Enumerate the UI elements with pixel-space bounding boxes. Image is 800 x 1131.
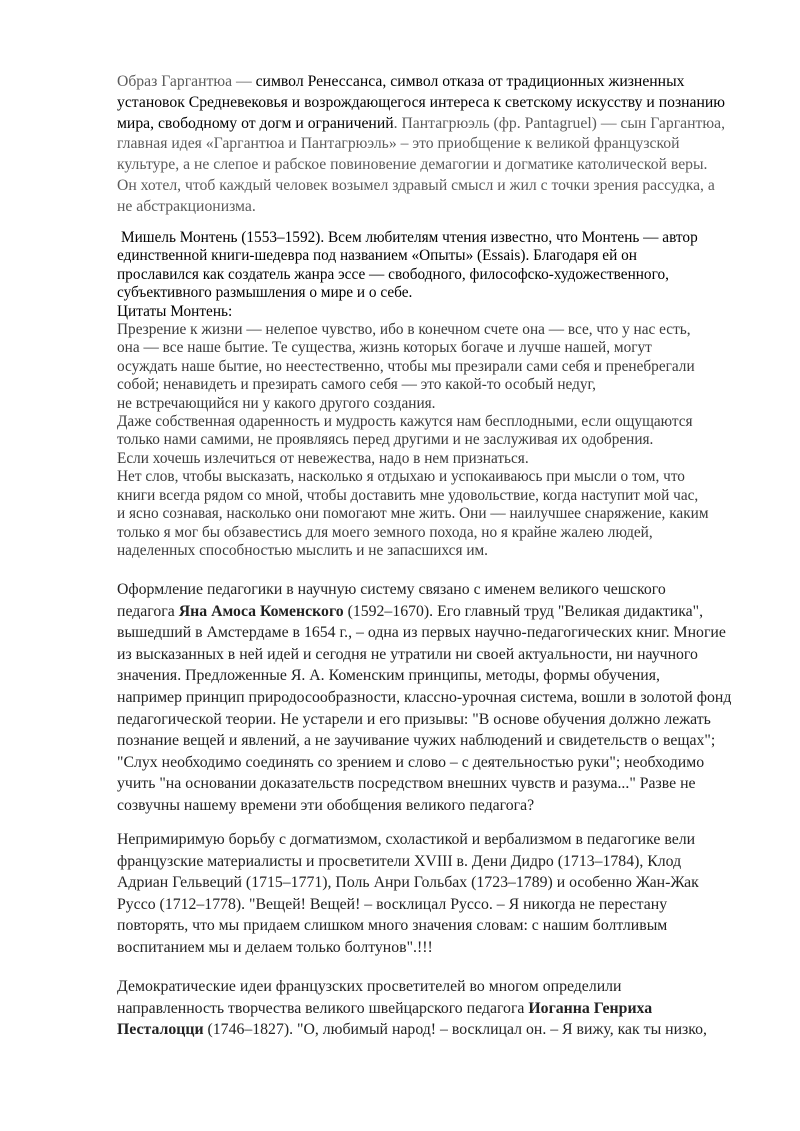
text-line: Адриан Гельвеций (1715–1771), Поль Анри Гольбах (1723–1789) и особенно Жан-Жак bbox=[117, 874, 699, 892]
quote-line: книги всегда рядом со мной, чтобы доставить мне удовольствие, когда наступит мой час, bbox=[117, 486, 699, 504]
text-line: субъективного размышления о мире и о себе. bbox=[117, 284, 413, 302]
quote-line: только я мог бы обзавестись для моего земного похода, но я крайне жалею людей, bbox=[117, 523, 653, 541]
text-line: вышедший в Амстердаме в 1654 г., – одна из первых научно-педагогических книг. Многие bbox=[117, 624, 726, 642]
text-line: Демократические идеи французских просветителей во многом определили bbox=[117, 978, 622, 995]
text-line: познание вещей и явлений, а не заучивание чужих наблюдений и свидетельств о вещах"; bbox=[117, 732, 716, 750]
text-line: созвучны нашему времени эти обобщения великого педагога? bbox=[117, 796, 535, 814]
text-line: Непримиримую борьбу с догматизмом, схоластикой и вербализмом в педагогике вели bbox=[117, 831, 696, 848]
bold-name: Яна Амоса Коменского bbox=[178, 602, 344, 620]
paragraph-enlighteners bbox=[117, 829, 737, 959]
text-line: французские материалисты и просветители XVIII в. Дени Дидро (1713–1784), Клод bbox=[117, 852, 682, 870]
paragraph-montaigne bbox=[117, 229, 737, 560]
text-line: культуре, а не слепое и рабское повиновение демагогии и догматике католической веры. bbox=[117, 156, 708, 174]
text-line: главная идея «Гаргантюа и Пантагрюэль» – это приобщение к великой французской bbox=[117, 135, 680, 153]
text-line: установок Средневековья и возрождающегося интереса к светскому искусству и познанию bbox=[117, 93, 726, 111]
quote-line: Нет слов, чтобы высказать, насколько я отдыхаю и успокаиваюсь при мысли о том, что bbox=[117, 468, 685, 486]
text-line: педагогической теории. Не устарели и его призывы: "В основе обучения должно лежать bbox=[117, 710, 711, 728]
text-line: "Слух необходимо соединять со зрением и слово – с деятельностью руки"; необходимо bbox=[117, 753, 705, 771]
text-line: Песталоцци (1746–1827). "О, любимый народ! – восклицал он. – Я вижу, как ты низко, bbox=[117, 1021, 707, 1039]
text-line: учить "на основании доказательств посредством внешних чувств и разума..." Разве не bbox=[117, 775, 696, 793]
paragraph-pestalozzi bbox=[117, 976, 737, 1041]
text-line: единственной книги-шедевра под названием «Опыты» (Essais). Благодаря ей он bbox=[117, 247, 637, 265]
bold-name: Иоганна Генриха bbox=[528, 999, 653, 1017]
text-line: педагога Яна Амоса Коменского (1592–1670). Его главный труд "Великая дидактика", bbox=[117, 602, 704, 620]
text-line: из высказанных в ней идей и сегодня не утратили ни своей актуальности, ни научного bbox=[117, 645, 698, 663]
text-line: например принцип природосообразности, классно-урочная система, вошли в золотой фонд bbox=[117, 688, 732, 706]
text-line: повторять, что мы придаем слишком много значения словам: с нашим болтливым bbox=[117, 917, 668, 935]
quote-line: только нами самими, не проявляясь перед другими и не заслуживая их одобрения. bbox=[117, 431, 654, 449]
text-line: Руссо (1712–1778). "Вещей! Вещей! – восклицал Руссо. – Я никогда не перестану bbox=[117, 895, 668, 913]
quote-line: собой; ненавидеть и презирать самого себя — это какой-то особый недуг, bbox=[117, 376, 596, 394]
quote-line: и ясно сознавая, насколько они помогают мне жить. Они — наилучшее снаряжение, каким bbox=[117, 505, 709, 523]
quote-line: Даже собственная одаренность и мудрость кажутся нам бесплодными, если ощущаются bbox=[117, 413, 693, 431]
quote-line: не встречающийся ни у какого другого создания. bbox=[117, 394, 436, 412]
text-line: Мишель Монтень (1553–1592). Всем любителям чтения известно, что Монтень — автор bbox=[121, 229, 698, 246]
text-line: Образ Гаргантюа — символ Ренессанса, символ отказа от традиционных жизненных bbox=[117, 73, 685, 90]
text-line: воспитанием мы и делаем только болтунов".!!! bbox=[117, 938, 433, 956]
text-line: Он хотел, чтоб каждый человек возымел здравый смысл и жил с точки зрения рассудка, а bbox=[117, 176, 715, 194]
quote-line: наделенных способностью мыслить и не запасшихся им. bbox=[117, 541, 489, 559]
paragraph-gargantua bbox=[117, 72, 737, 218]
text-line: значения. Предложенные Я. А. Коменским принципы, методы, формы обучения, bbox=[117, 667, 660, 685]
quote-line: Если хочешь излечиться от невежества, надо в нем признаться. bbox=[117, 449, 529, 467]
text-line: не абстракционизма. bbox=[117, 197, 256, 215]
text-line: направленность творчества великого швейцарского педагога Иоганна Генриха bbox=[117, 999, 653, 1017]
quote-line: она — все наше бытие. Те существа, жизнь которых богаче и лучше нашей, могут bbox=[117, 339, 652, 357]
bold-name: Песталоцци bbox=[117, 1021, 204, 1039]
text-line: прославился как создатель жанра эссе — свободного, философско-художественного, bbox=[117, 265, 669, 283]
text-line: мира, свободному от догм и ограничений. Пантагрюэль (фр. Pantagruel) — сын Гаргантюа, bbox=[117, 114, 725, 132]
paragraph-comenius bbox=[117, 579, 737, 817]
quote-line: осуждать наше бытие, но неестественно, чтобы мы презирали сами себя и пренебрегали bbox=[117, 357, 695, 375]
quote-line: Презрение к жизни — нелепое чувство, ибо в конечном счете она — все, что у нас есть, bbox=[117, 321, 691, 339]
text-line: Оформление педагогики в научную систему связано с именем великого чешского bbox=[117, 581, 666, 598]
quotes-heading: Цитаты Монтень: bbox=[117, 302, 233, 320]
